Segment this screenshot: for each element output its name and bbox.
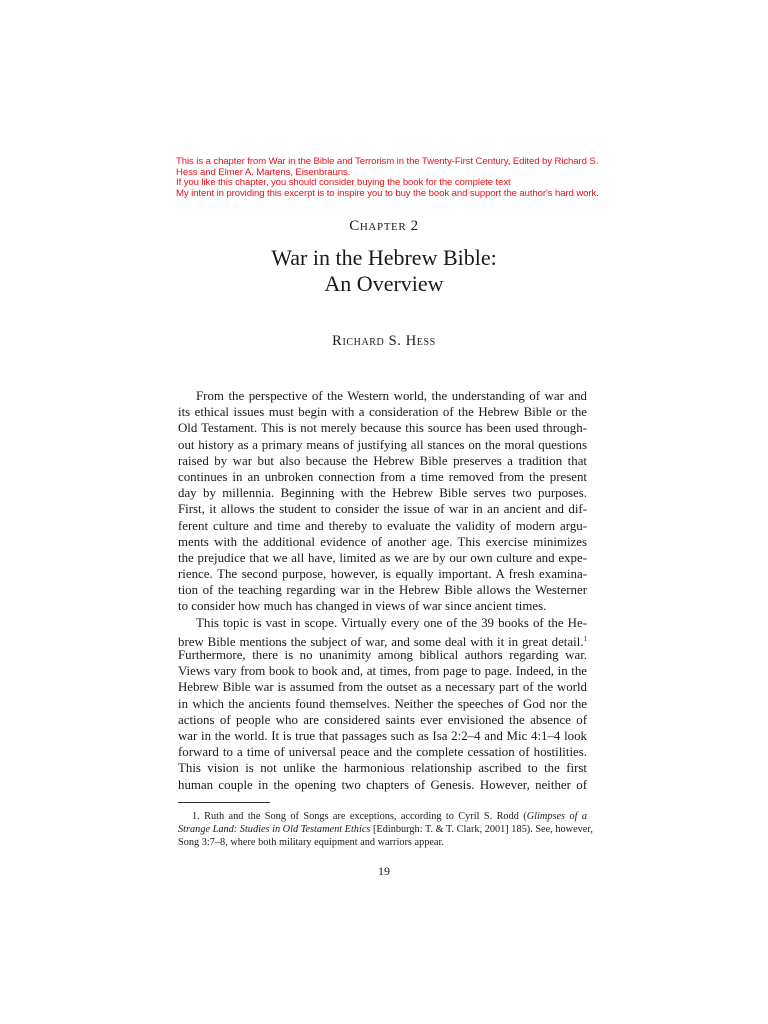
body-line: Old Testament. This is not merely because this source has been used through- — [178, 421, 587, 436]
notice-line: If you like this chapter, you should consider buying the book for the complete text — [176, 177, 511, 189]
chapter-title-line: An Overview — [324, 271, 444, 296]
footnote-line: Song 3:7–8, where both military equipment and warriors appear. — [178, 837, 444, 849]
body-line: out history as a primary means of justifying all stances on the moral questions — [178, 437, 587, 452]
body-line: Views vary from book to book and, at times, from page to page. Indeed, in the — [178, 664, 587, 679]
footnote-line — [178, 810, 587, 823]
chapter-title-line: War in the Hebrew Bible: — [271, 245, 497, 270]
body-line: human couple in the opening two chapters of Genesis. However, neither of — [178, 777, 587, 792]
body-line: day by millennia. Beginning with the Hebrew Bible serves two purposes. — [178, 486, 587, 501]
footnote-divider — [178, 802, 270, 803]
footnote-line — [178, 823, 593, 836]
body-line: From the perspective of the Western world, the understanding of war and — [196, 389, 587, 403]
footnote — [178, 810, 593, 850]
chapter-author: Richard S. Hess — [332, 333, 436, 349]
body-line: the prejudice that we all have, limited as we are by our own culture and expe- — [178, 550, 587, 565]
body-line: continues in an unbroken connection from a time removed from the present — [178, 469, 587, 484]
body-line: actions of people who are considered saints ever envisioned the absence of — [178, 712, 587, 727]
footnote-text: 1. Ruth and the Song of Songs are exceptions, according to Cyril S. Rodd ( — [192, 811, 527, 822]
body-line: ferent culture and time and thereby to evaluate the validity of modern argu- — [178, 518, 587, 533]
footnote-text: [Edinburgh: T. & T. Clark, 2001] 185). See, however, — [370, 824, 593, 836]
body-line: to consider how much has changed in views of war since ancient times. — [178, 599, 547, 614]
body-line: ments with the additional evidence of another age. This exercise minimizes — [178, 534, 587, 549]
footnote-italic: Glimpses of a — [526, 811, 588, 822]
body-line: rience. The second purpose, however, is equally important. A fresh examina- — [178, 567, 587, 582]
body-line: Hebrew Bible war is assumed from the outset as a necessary part of the world — [178, 680, 587, 695]
page-number: 19 — [378, 864, 390, 878]
notice-line: My intent in providing this excerpt is to inspire you to buy the book and support the author's hard work. — [176, 187, 599, 199]
footnote-italic: Strange Land: Studies in Old Testament Ethics — [178, 824, 371, 836]
body-line: in which the ancients found themselves. Neither the speeches of God nor the — [178, 696, 587, 711]
body-line-with-footnote — [178, 631, 587, 647]
chapter-title — [0, 245, 768, 297]
notice-line: This is a chapter from War in the Bible and Terrorism in the Twenty-First Century, Edited by Richard S. — [176, 156, 599, 167]
body-line: war in the world. It is true that passages such as Isa 2:2–4 and Mic 4:1–4 look — [178, 728, 587, 743]
body-line: First, it allows the student to consider the issue of war in an ancient and dif- — [178, 502, 587, 517]
notice-line: Hess and Elmer A. Martens, Eisenbrauns. — [176, 166, 351, 178]
body-line: This vision is not unlike the harmonious relationship ascribed to the first — [178, 761, 587, 776]
chapter-label: Chapter 2 — [349, 218, 419, 234]
footnote-marker[interactable]: 1 — [583, 634, 587, 643]
copyright-notice — [176, 157, 606, 199]
body-line: its ethical issues must begin with a consideration of the Hebrew Bible or the — [178, 405, 587, 420]
body-line-text: brew Bible mentions the subject of war, and some deal with it in great detail. — [178, 634, 584, 649]
body-line: raised by war but also because the Hebrew Bible preserves a tradition that — [178, 453, 587, 468]
body-line: This topic is vast in scope. Virtually every one of the 39 books of the He- — [196, 615, 587, 630]
body-line: tion of the teaching regarding war in the Hebrew Bible allows the Westerner — [178, 583, 587, 598]
body-text — [178, 388, 587, 793]
body-line: forward to a time of universal peace and the complete cessation of hostilities. — [178, 745, 587, 760]
body-line: Furthermore, there is no unanimity among biblical authors regarding war. — [178, 648, 587, 662]
